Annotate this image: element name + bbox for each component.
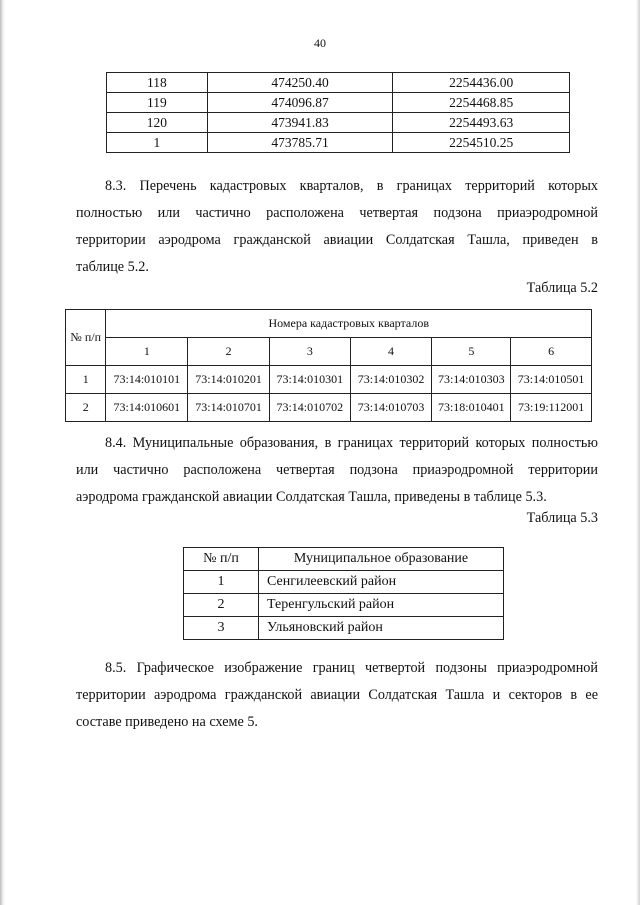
table-row <box>66 394 592 422</box>
row-number: 1 <box>184 571 259 594</box>
paragraph-line: или частично расположена четвертая подзона приаэродромной территории <box>76 462 598 478</box>
paragraph-8-5 <box>76 655 598 736</box>
coord-x: 473785.71 <box>207 133 393 153</box>
cadastral-quarter: 73:14:010201 <box>188 366 270 394</box>
paragraph-line: полностью или частично расположена четвертая подзона приаэродромной <box>76 205 598 221</box>
table-caption: Таблица 5.3 <box>526 510 598 526</box>
cadastral-quarter: 73:14:010702 <box>269 394 350 422</box>
municipalities-table <box>183 547 504 640</box>
point-number: 120 <box>107 113 208 133</box>
table-row <box>107 113 570 133</box>
paragraph-line: территории аэродрома гражданской авиации Солдатская Ташла и секторов в ее <box>76 687 598 703</box>
column-header: 6 <box>511 338 592 366</box>
cadastral-quarter: 73:14:010303 <box>432 366 511 394</box>
point-number: 118 <box>107 73 208 93</box>
coord-x: 474096.87 <box>207 93 393 113</box>
paragraph-8-3 <box>76 173 598 281</box>
cadastral-quarter: 73:14:010301 <box>269 366 350 394</box>
table-row <box>107 133 570 153</box>
coord-y: 2254510.25 <box>393 133 570 153</box>
municipality-name: Ульяновский район <box>259 617 504 640</box>
row-number: 2 <box>184 594 259 617</box>
page-number: 40 <box>314 36 326 50</box>
column-header-number: № п/п <box>66 310 106 366</box>
paragraph-line: аэродрома гражданской авиации Солдатская Ташла, приведены в таблице 5.3. <box>76 489 547 505</box>
row-number: 2 <box>66 394 106 422</box>
cadastral-quarter: 73:14:010601 <box>106 394 188 422</box>
group-header: Номера кадастровых кварталов <box>106 310 592 338</box>
cadastral-quarter: 73:19:112001 <box>511 394 592 422</box>
column-header-number: № п/п <box>184 548 259 571</box>
table-row <box>107 73 570 93</box>
paragraph-line: составе приведено на схеме 5. <box>76 714 258 730</box>
cadastral-quarters-table <box>65 309 592 422</box>
column-header: 1 <box>106 338 188 366</box>
cadastral-quarter: 73:14:010101 <box>106 366 188 394</box>
column-header-name: Муниципальное образование <box>259 548 504 571</box>
point-number: 119 <box>107 93 208 113</box>
coord-x: 473941.83 <box>207 113 393 133</box>
row-number: 1 <box>66 366 106 394</box>
paragraph-line: 8.4. Муниципальные образования, в границах территорий которых полностью <box>105 435 598 451</box>
table-row <box>66 366 592 394</box>
coord-y: 2254493.63 <box>393 113 570 133</box>
coord-x: 474250.40 <box>207 73 393 93</box>
coordinates-table <box>106 72 570 153</box>
paragraph-line: 8.5. Графическое изображение границ четвертой подзоны приаэродромной <box>105 660 598 676</box>
column-header: 3 <box>269 338 350 366</box>
municipality-name: Сенгилеевский район <box>259 571 504 594</box>
column-header: 2 <box>188 338 270 366</box>
coord-y: 2254436.00 <box>393 73 570 93</box>
cadastral-quarter: 73:14:010701 <box>188 394 270 422</box>
table-caption: Таблица 5.2 <box>526 280 598 296</box>
cadastral-quarter: 73:14:010501 <box>511 366 592 394</box>
coord-y: 2254468.85 <box>393 93 570 113</box>
municipality-name: Теренгульский район <box>259 594 504 617</box>
cadastral-quarter: 73:14:010302 <box>350 366 432 394</box>
table-row <box>107 93 570 113</box>
table-row <box>184 571 504 594</box>
cadastral-quarter: 73:18:010401 <box>432 394 511 422</box>
column-header: 4 <box>350 338 432 366</box>
column-header: 5 <box>432 338 511 366</box>
paragraph-line: 8.3. Перечень кадастровых кварталов, в границах территорий которых <box>105 178 598 194</box>
cadastral-quarter: 73:14:010703 <box>350 394 432 422</box>
table-row <box>184 617 504 640</box>
paragraph-8-4 <box>76 430 598 511</box>
paragraph-line: таблице 5.2. <box>76 259 149 275</box>
point-number: 1 <box>107 133 208 153</box>
table-row <box>184 594 504 617</box>
paragraph-line: территории аэродрома гражданской авиации Солдатская Ташла, приведен в <box>76 232 598 248</box>
row-number: 3 <box>184 617 259 640</box>
